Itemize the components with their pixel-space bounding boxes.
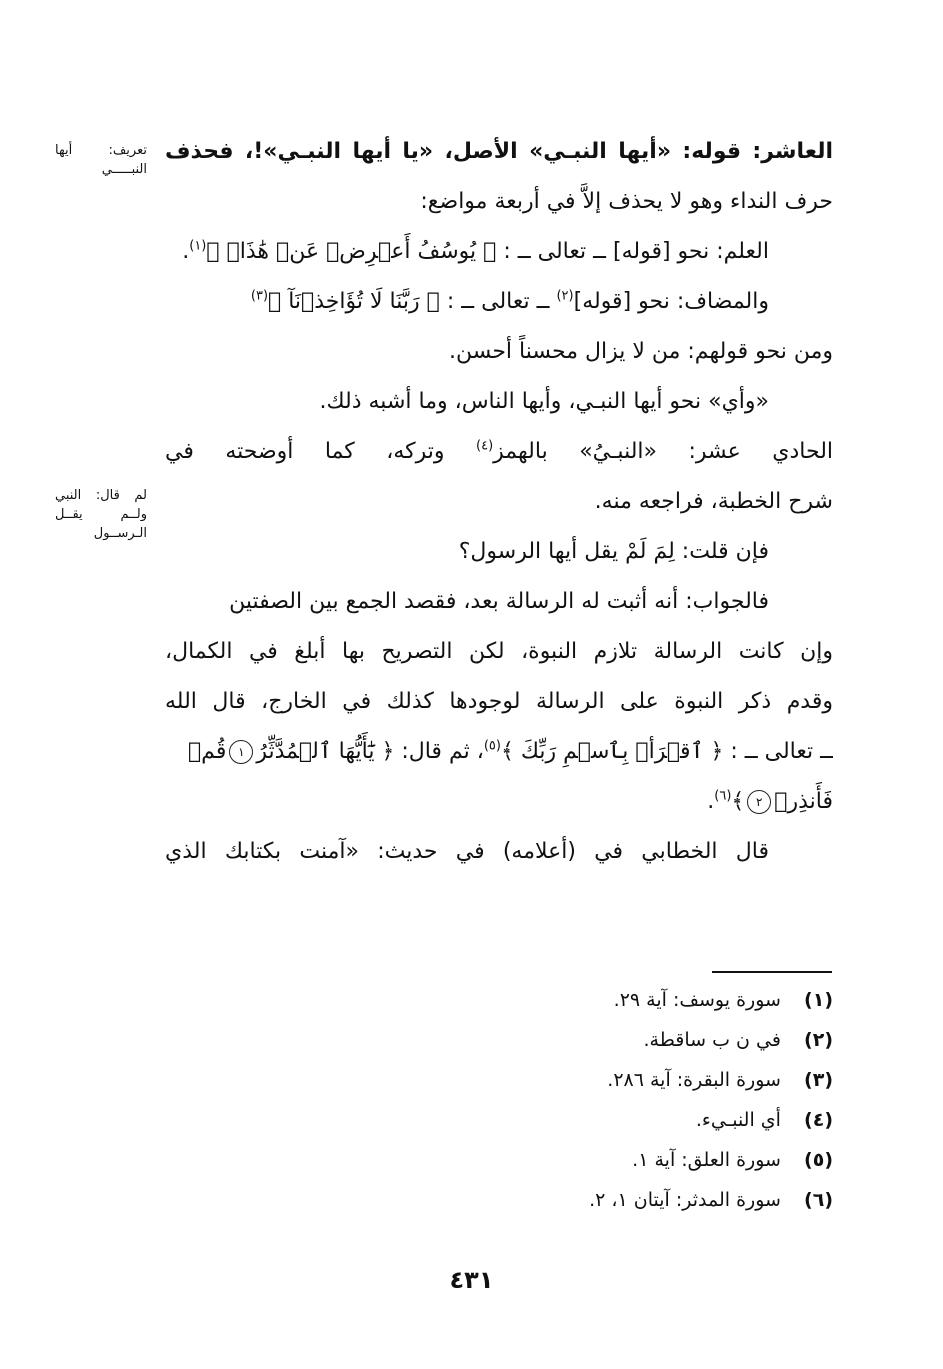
body-line-text: فَأَنذِرۡ <box>774 789 833 814</box>
body-line <box>165 827 833 877</box>
footnote-separator <box>712 971 832 973</box>
body-line <box>165 127 833 177</box>
footnote-text: سورة يوسف: آية ٢٩. <box>613 989 781 1011</box>
footnote <box>300 1060 833 1100</box>
footnote-ref: (٣) <box>250 288 269 304</box>
margin-note-1 <box>55 141 147 179</box>
body-line-text: . <box>707 789 715 814</box>
margin-note-line: لم قال: النبي <box>55 488 147 503</box>
footnote <box>300 1140 833 1180</box>
footnote <box>300 1100 833 1140</box>
footnote-text: سورة العلق: آية ١. <box>632 1149 781 1171</box>
body-line-text: قُمۡ <box>187 739 227 764</box>
footnote-ref: (٤) <box>476 438 494 454</box>
footnote-number: (٤) <box>804 1109 833 1131</box>
body-line <box>165 677 833 727</box>
footnote-text: في ن ب ساقطة. <box>643 1029 781 1051</box>
body-line-text: شرح الخطبة، فراجعه منه. <box>594 489 833 514</box>
footnote-number: (٢) <box>804 1029 833 1051</box>
body-line-text: فالجواب: أنه أثبت له الرسالة بعد، فقصد الجمع بين الصفتين <box>229 589 769 614</box>
body-line-text: والمضاف: نحو [قوله] <box>573 289 769 314</box>
body-line <box>165 777 833 827</box>
body-line <box>165 177 833 227</box>
footnote-ref: (٢) <box>556 288 574 304</box>
body-line-text: العاشر: قوله: «أيها النبـي» الأصل، «يا أيها النبـي»!، فحذف <box>165 139 833 164</box>
footnote-text: سورة المدثر: آيتان ١، ٢. <box>589 1189 781 1211</box>
body-line-text: ومن نحو قولهم: من لا يزال محسناً أحسن. <box>448 339 833 364</box>
body-line-text: ــ تعالى ــ : ﴿ ٱقۡرَأۡ بِٱسۡمِ رَبِّكَ ﴾ <box>500 739 833 764</box>
body-line-text: العلم: نحو [قوله] ــ تعالى ــ : ﴿ يُوسُفُ أَعۡرِضۡ عَنۡ هَٰذَاۚ ﴾ <box>206 239 769 264</box>
ayah-number-mark: ٢ <box>747 790 771 814</box>
body-text <box>165 127 833 877</box>
margin-note-line: الـرســول <box>93 526 147 541</box>
body-line-text: ــ تعالى ــ : ﴿ رَبَّنَا لَا تُؤَاخِذۡنَآ ﴾ <box>268 289 557 314</box>
body-line-text: حرف النداء وهو لا يحذف إلاَّ في أربعة مواضع: <box>420 189 833 214</box>
margin-note-line: ولــم يقــل <box>55 507 147 522</box>
footnote-text: أي النبـيء. <box>695 1109 781 1131</box>
footnote <box>300 1180 833 1220</box>
footnote-ref: (٥) <box>483 738 501 754</box>
footnote-number: (١) <box>804 989 833 1011</box>
margin-note-line: تعريف: أيها <box>55 143 147 158</box>
body-line <box>165 277 833 327</box>
body-line <box>165 727 833 777</box>
body-line-text: ، ثم قال: ﴿ يَٰٓأَيُّهَا ٱلۡمُدَّثِّرُ <box>256 739 484 764</box>
body-line-text: الحادي عشر: «النبـيُ» بالهمز <box>493 439 833 464</box>
body-line <box>165 377 833 427</box>
footnote-ref: (٦) <box>714 788 732 804</box>
body-line-text: وإن كانت الرسالة تلازم النبوة، لكن التصريح بها أبلغ في الكمال، <box>165 639 833 664</box>
footnotes <box>300 980 833 1220</box>
footnote-number: (٥) <box>804 1149 833 1171</box>
body-line <box>165 627 833 677</box>
body-line-text: قال الخطابي في (أعلامه) في حديث: «آمنت بكتابك الذي <box>165 839 769 864</box>
body-line-text: وقدم ذكر النبوة على الرسالة لوجودها كذلك في الخارج، قال الله <box>165 689 833 714</box>
body-line <box>165 427 833 477</box>
body-line-text: ﴾ <box>731 789 745 814</box>
body-line <box>165 577 833 627</box>
margin-note-2 <box>55 486 147 543</box>
footnote-text: سورة البقرة: آية ٢٨٦. <box>607 1069 781 1091</box>
margin-note-line: النبـــــي <box>101 162 147 177</box>
body-line <box>165 477 833 527</box>
body-line <box>165 327 833 377</box>
body-line-text: وتركه، كما أوضحته في <box>165 439 477 464</box>
footnote <box>300 1020 833 1060</box>
body-line <box>165 227 833 277</box>
footnote-number: (٦) <box>804 1189 833 1211</box>
body-line-text: . <box>182 239 190 264</box>
body-line-text: «وأي» نحو أيها النبـي، وأيها الناس، وما أشبه ذلك. <box>319 389 769 414</box>
page-number: ٤٣١ <box>449 1266 494 1294</box>
body-line-text: فإن قلت: لِمَ لَمْ يقل أيها الرسول؟ <box>458 539 769 564</box>
footnote-number: (٣) <box>804 1069 833 1091</box>
footnote-ref: (١) <box>189 238 207 254</box>
ayah-number-mark: ١ <box>229 740 253 764</box>
body-line <box>165 527 833 577</box>
footnote <box>300 980 833 1020</box>
